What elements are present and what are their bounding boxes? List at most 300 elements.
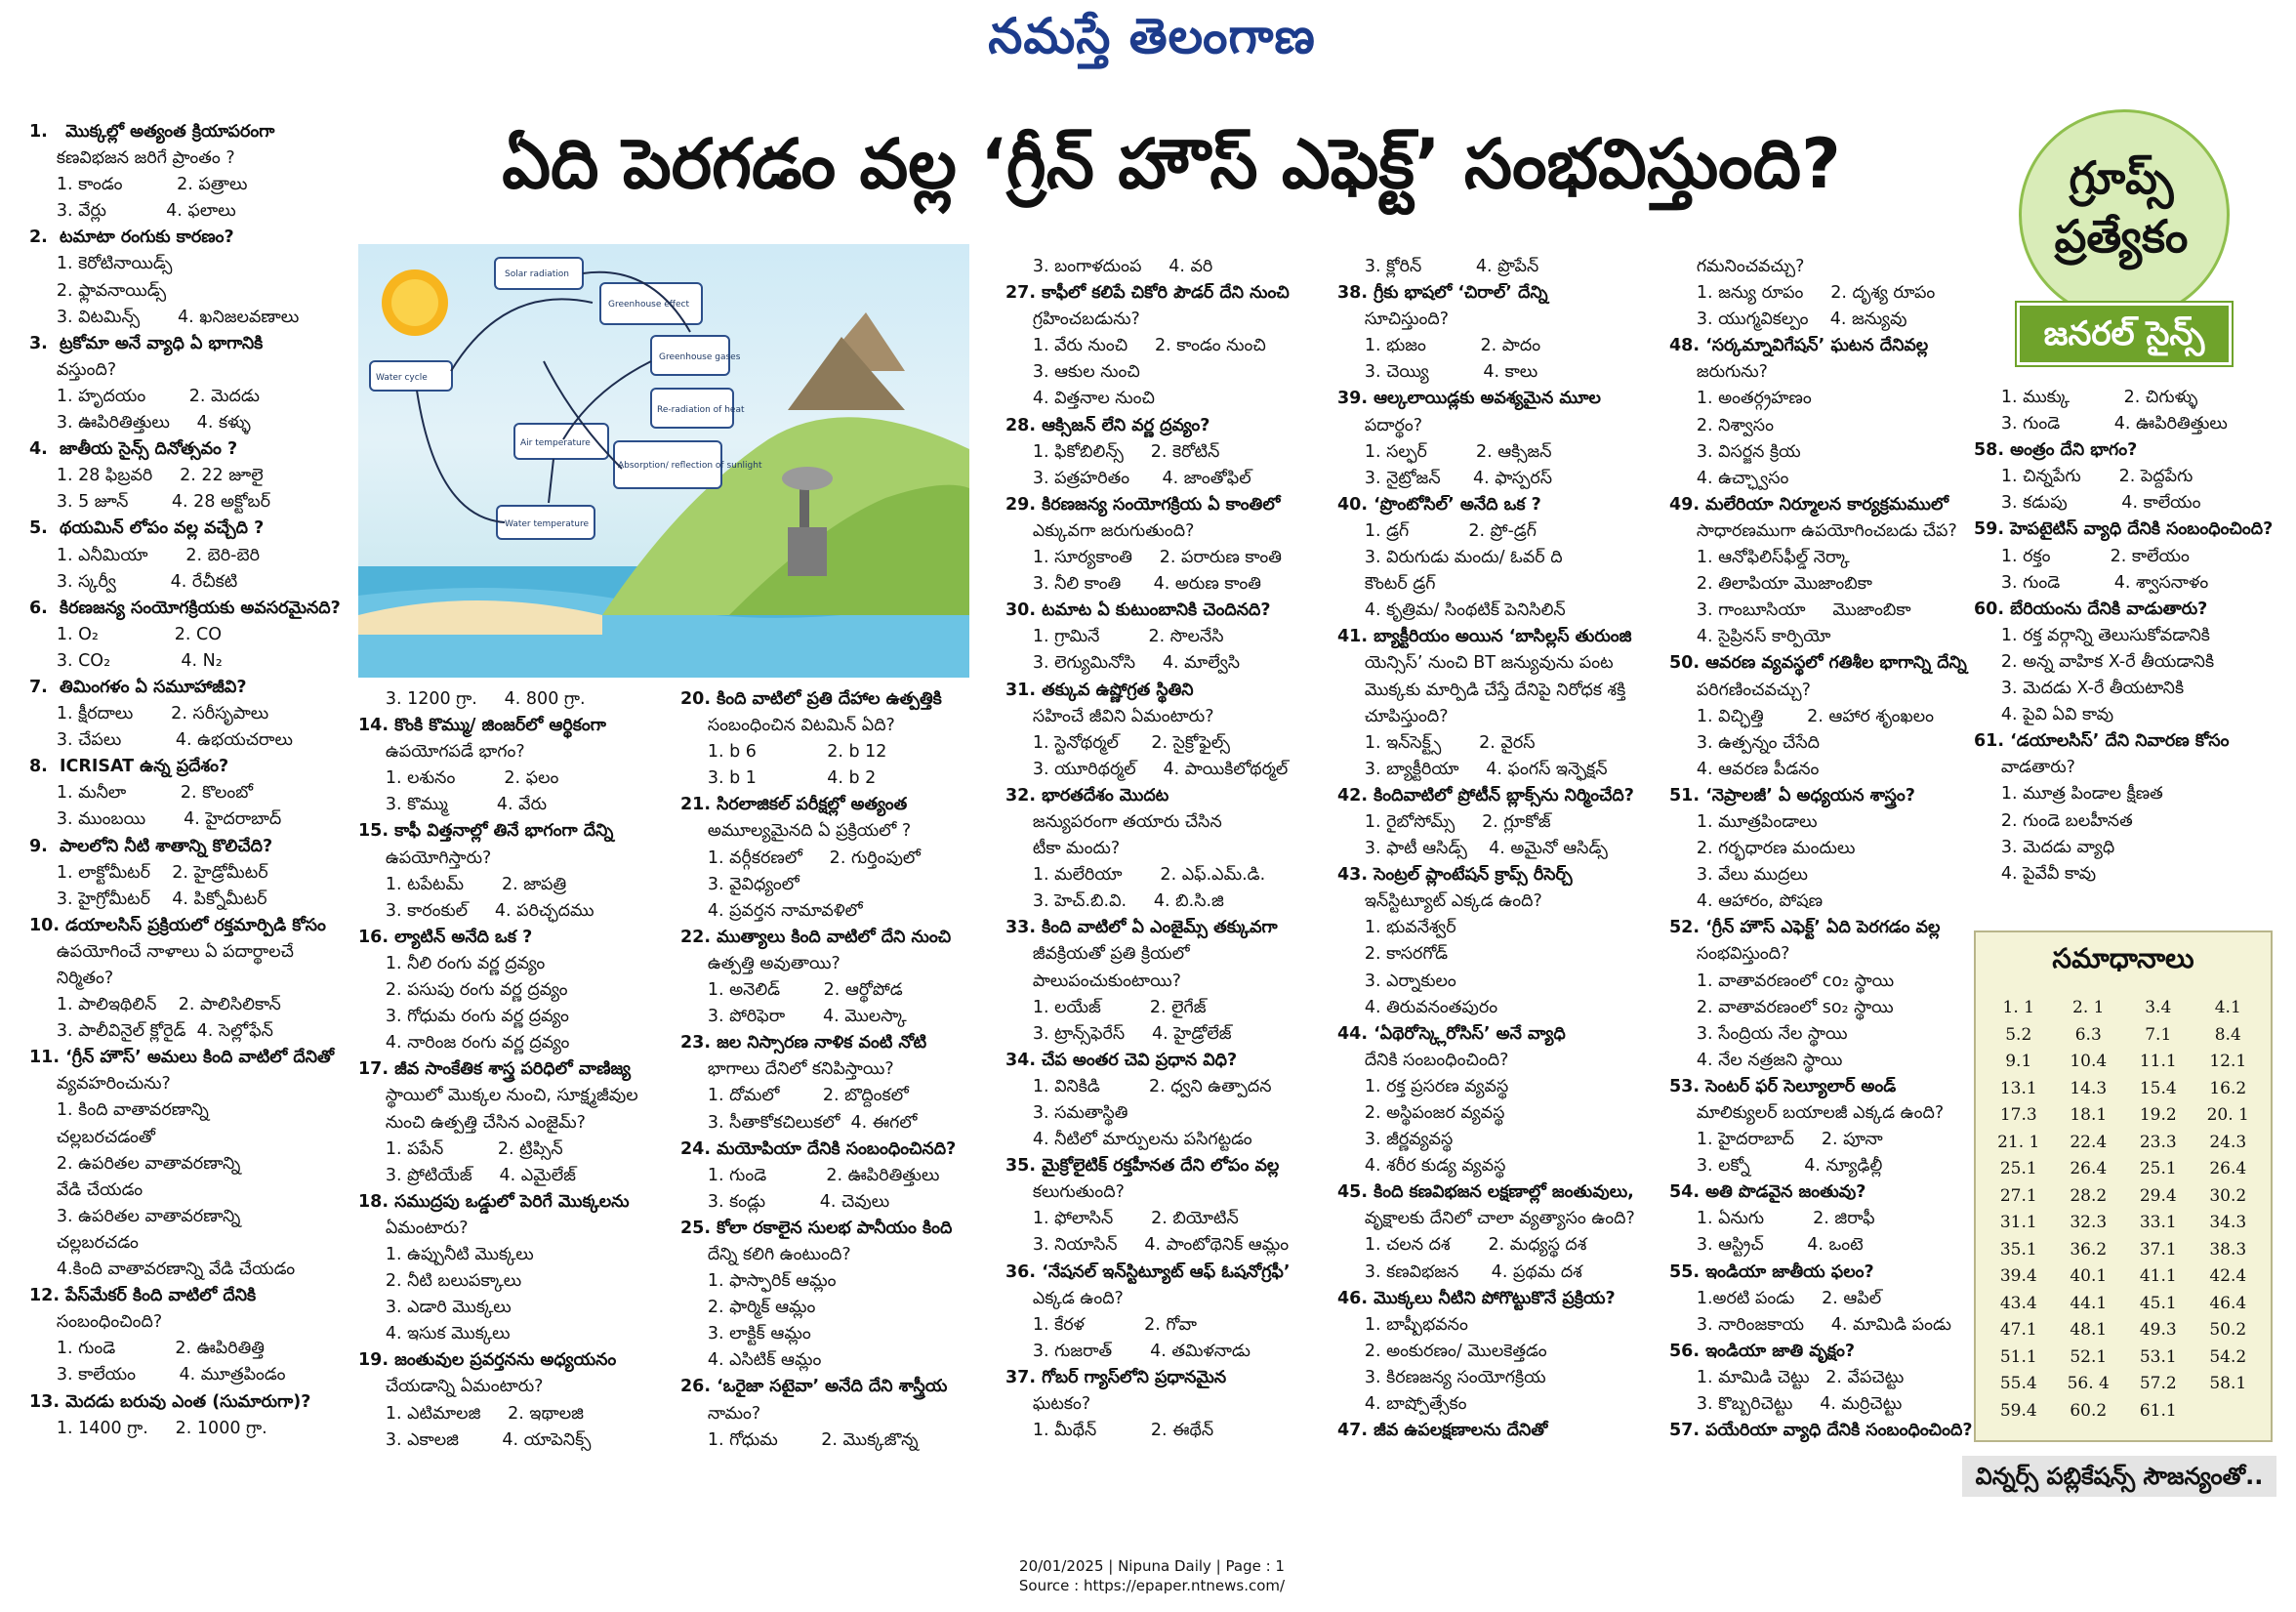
answers-box (1974, 930, 2273, 1442)
answer-item: 7.1 (2145, 1024, 2172, 1045)
question-line: 25. కోలా రకాలైన సులభ పానీయం కింది (680, 1218, 953, 1238)
answer-item: 1. 1 (2002, 998, 2034, 1017)
question-line: 15. కాఫీ విత్తనాల్లో తినే భాగంగా దేన్ని (358, 821, 614, 842)
answer-item: 26.4 (2209, 1159, 2247, 1178)
question-line: 3. కడుపు 4. కాలేయం (1974, 493, 2201, 514)
question-line: 3. పత్రహరితం 4. జాంతోఫిల్ (1005, 468, 1251, 488)
question-line: ఉపయోగిస్తారు? (358, 847, 492, 868)
question-line: నుంచి ఉత్పత్తి చేసిన ఎంజైమ్? (358, 1112, 586, 1133)
question-line: 3. ఎడారి మొక్కలు (358, 1298, 512, 1318)
question-line: 3. 5 జూన్ 4. 28 అక్టోబర్ (29, 492, 271, 513)
question-line: 4. జాతీయ సైన్స్ దినోత్సవం ? (29, 439, 238, 460)
label-solar: Solar radiation (505, 269, 569, 279)
question-line: 47. జీవ ఉపలక్షణాలను దేనితో (1337, 1421, 1548, 1441)
badge-band: జనరల్ సైన్స్ (2017, 303, 2232, 365)
question-line: 3. ఎర్నాకులం (1337, 971, 1456, 991)
question-line: 14. కొంకి కొమ్ము/ జింజర్‌లో ఆర్థికంగా (358, 716, 606, 736)
question-line: 3. సీతాకోకచిలుకలో 4. ఈగలో (680, 1112, 918, 1133)
answer-item: 49.3 (2139, 1320, 2177, 1340)
question-line: 24. మయోపియా దేనికి సంబంధించినది? (680, 1138, 957, 1159)
answer-item: 24.3 (2209, 1132, 2247, 1152)
question-line: సంభవిస్తుంది? (1669, 944, 1790, 965)
section-badge (2013, 109, 2226, 365)
question-line: ఉపయోగపడే భాగం? (358, 742, 525, 763)
question-line: 3. విటమిన్స్ 4. ఖనిజలవణాలు (29, 307, 300, 327)
question-line: 1. ఫాస్ఫారిక్ ఆమ్లం (680, 1271, 837, 1292)
question-line: 3. కిరణజన్య సంయోగక్రియ (1337, 1367, 1546, 1387)
answers-grid (1976, 995, 2271, 1425)
question-line: దేన్ని కలిగి ఉంటుంది? (680, 1244, 851, 1264)
question-line: 1. చలన దశ 2. మధ్యస్థ దశ (1337, 1235, 1587, 1256)
question-line: 1. అనెలిడ్ 2. ఆర్థోపోడ (680, 980, 903, 1001)
question-line: 3. 1200 గ్రా. 4. 800 గ్రా. (358, 689, 586, 709)
question-line: 3. ట్రకోమా అనే వ్యాధి ఏ భాగానికి (29, 333, 264, 353)
question-line: నామం? (680, 1403, 761, 1424)
question-line: వాడతారు? (1974, 758, 2075, 778)
question-line: 1. కెరోటినాయిడ్స్ (29, 254, 173, 274)
question-line: 1. భుజం 2. పాదం (1337, 336, 1541, 356)
question-line: 4. ఇసుక మొక్కలు (358, 1324, 511, 1344)
question-line: 3. కొమ్ము 4. వేరు (358, 795, 548, 815)
question-line: పాలుపంచుకుంటాయి? (1005, 971, 1181, 991)
question-line: 3. యూరిథర్మల్ 4. పాయికిలోథర్మల్ (1005, 759, 1289, 779)
answer-item: 14.3 (2070, 1078, 2108, 1098)
question-line: 1. రక్తం 2. కాలేయం (1974, 546, 2190, 566)
answer-item: 60.2 (2070, 1400, 2108, 1421)
label-water-temp: Water temperature (505, 519, 590, 529)
question-line: 27. కాఫీలో కలిపే చికోరి పౌడర్ దేని నుంచి (1005, 283, 1290, 304)
question-line: భాగాలు దేనిలో కనిపిస్తాయి? (680, 1059, 894, 1080)
question-line: 42. కిందివాటిలో ప్రోటీన్ బ్లాక్స్‌ను నిర్మించేది? (1337, 785, 1634, 806)
answer-item: 44.1 (2070, 1293, 2108, 1313)
question-line: 23. జల నిస్సారణ నాళిక వంటి నోటి (680, 1033, 927, 1054)
answer-item: 16.2 (2209, 1078, 2247, 1098)
question-line: 49. మలేరియా నిర్మూలన కార్యక్రమములో (1669, 494, 1948, 515)
label-water-cycle: Water cycle (376, 373, 428, 383)
question-line: ఉత్పత్తి అవుతాయి? (680, 953, 840, 973)
question-line: 61. ‘డయాలసిస్’ దేని నివారణ కోసం (1974, 731, 2230, 752)
question-line: 9. పాలలోని నీటి శాతాన్ని కొలిచేది? (29, 836, 273, 856)
answer-item: 28.2 (2070, 1185, 2108, 1206)
answer-item: 25.1 (1999, 1159, 2037, 1178)
question-line: 21. సిరలాజికల్ పరీక్షల్లో అత్యంత (680, 795, 908, 815)
label-air-temp: Air temperature (520, 438, 591, 448)
question-line: 2. తిలాపియా మొజాంబికా (1669, 574, 1872, 595)
answer-item: 32.3 (2070, 1213, 2108, 1232)
question-line: సాధారణముగా ఉపయోగించబడు చేప? (1669, 520, 1957, 541)
badge-line1: గ్రూప్స్ (2069, 151, 2174, 204)
question-line: 22. ముత్యాలు కింది వాటిలో దేని నుంచి (680, 927, 952, 947)
question-line: 3. జీర్ణవ్యవస్థ (1337, 1130, 1454, 1150)
answer-item: 45.1 (2139, 1293, 2177, 1313)
question-line: 5. థయమిన్ లోపం వల్ల వచ్చేది ? (29, 518, 265, 539)
answer-item: 6.3 (2074, 1024, 2102, 1045)
question-line: 1. 1400 గ్రా. 2. 1000 గ్రా. (29, 1418, 267, 1438)
answer-item: 25.1 (2139, 1159, 2177, 1178)
question-line: 3. ఆకుల నుంచి (1005, 362, 1140, 383)
answer-item: 46.4 (2209, 1293, 2247, 1313)
question-line: 1. అంతర్గ్రహణం (1669, 389, 1812, 409)
answer-item: 53.1 (2139, 1346, 2177, 1367)
question-line: 1. జన్యు రూపం 2. దృశ్య రూపం (1669, 283, 1936, 304)
greenhouse-illustration (358, 244, 969, 678)
answer-item: 56. 4 (2067, 1374, 2110, 1393)
question-line: 3. మెదడు X-రే తీయటానికి (1974, 679, 2185, 699)
question-line: 3. ఉత్పన్నం చేసేది (1669, 732, 1820, 753)
question-line: 4. ఎసిటిక్ ఆమ్లం (680, 1350, 822, 1371)
question-line: 36. ‘నేషనల్ ఇన్‌స్టిట్యూట్ ఆఫ్ ఓషనోగ్రఫీ’ (1005, 1261, 1291, 1282)
question-line: 19. జంతువుల ప్రవర్తనను అధ్యయనం (358, 1350, 617, 1371)
question-line: 3. మెదడు వ్యాధి (1974, 837, 2115, 857)
question-line: 2. వాతావరణంలో so₂ స్థాయి (1669, 997, 1894, 1017)
question-line: 8. ICRISAT ఉన్న ప్రదేశం? (29, 757, 229, 777)
question-line: 3. వైవిధ్యంలో (680, 874, 800, 894)
question-line: 3. పాలీవినైల్ క్లోరైడ్ 4. సెల్లోఫేన్ (29, 1021, 273, 1042)
question-line: 1. వాతావరణంలో co₂ స్థాయి (1669, 971, 1895, 991)
question-line: 28. ఆక్సిజన్ లేని వర్ణ ద్రవ్యం? (1005, 415, 1210, 435)
question-line: 1. టపేటమ్ 2. జాపత్రి (358, 874, 567, 894)
question-line: 1. కాండం 2. పత్రాలు (29, 175, 248, 195)
question-line: 3. క్లోరిన్ 4. ప్రొపేన్ (1337, 257, 1539, 276)
question-line: మాలిక్యులర్ బయాలజీ ఎక్కడ ఉంది? (1669, 1103, 1945, 1123)
question-line: కణవిభజన జరిగే ప్రాంతం ? (29, 148, 235, 169)
question-line: వస్తుంది? (29, 359, 117, 380)
question-line: 13. మెదడు బరువు ఎంత (సుమారుగా)? (29, 1391, 311, 1412)
answer-item: 29.4 (2139, 1185, 2177, 1206)
question-line: 57. పయేరియా వ్యాధి దేనికి సంబంధించింది? (1669, 1421, 1973, 1441)
question-line: 2. ఉపరితల వాతావరణాన్ని (29, 1153, 241, 1174)
question-line: 32. భారతదేశం మొదట (1005, 785, 1169, 806)
question-line: 3. నైట్రోజన్ 4. ఫాస్పరస్ (1337, 468, 1553, 488)
question-line: 3. బ్యాక్టీరియా 4. ఫంగస్ ఇన్ఫెక్షన్ (1337, 759, 1608, 779)
question-line: 3. నీలి కాంతి 4. అరుణ కాంతి (1005, 574, 1261, 595)
answer-item: 12.1 (2209, 1052, 2247, 1071)
question-line: 1. సల్ఫర్ 2. ఆక్సిజన్ (1337, 441, 1552, 462)
question-line: జీవక్రియతో ప్రతి క్రియలో (1005, 944, 1190, 965)
answer-item: 26.4 (2070, 1159, 2108, 1178)
answer-item: 42.4 (2209, 1266, 2247, 1286)
question-line: 1. ఫికోబిలిన్స్ 2. కెరోటిన్ (1005, 441, 1220, 462)
question-line: 31. తక్కువ ఉష్ణోగ్రత స్థితిని (1005, 680, 1194, 700)
question-line: చల్లబరచడంతో (29, 1127, 155, 1147)
question-line: 1. O₂ 2. CO (29, 624, 222, 644)
question-line: మొక్కకు మార్పిడి చేస్తే దేనిపై నిరోధక శక్తి (1337, 680, 1626, 700)
answer-item: 40.1 (2070, 1266, 2108, 1286)
question-line: 1. b 6 2. b 12 (680, 742, 887, 763)
question-line: ఘటకం? (1005, 1394, 1091, 1415)
question-line: 39. ఆల్కలాయిడ్లకు అవశ్యమైన మూల (1337, 389, 1601, 409)
question-line: చేయడాన్ని ఏమంటారు? (358, 1377, 544, 1397)
question-line: 35. మైక్రోలైటిక్ రక్తహీనత దేని లోపం వల్ల (1005, 1156, 1280, 1177)
question-line: 3. ఎకాలజి 4. యాపెనిక్స్ (358, 1429, 592, 1450)
question-line: 1. ఉప్పునీటి మొక్కలు (358, 1244, 534, 1264)
answer-item: 57.2 (2139, 1374, 2177, 1393)
answer-item: 22.4 (2070, 1132, 2108, 1152)
question-line: 3. చేపలు 4. ఉభయచరాలు (29, 730, 293, 751)
question-line: 2. టమాటా రంగుకు కారణం? (29, 227, 234, 248)
question-line: 1. కేరళ 2. గోవా (1005, 1314, 1197, 1335)
question-line: 1. 28 ఫిబ్రవరి 2. 22 జూలై (29, 466, 264, 486)
question-line: 26. ‘ఒరైజా సటైవా’ అనేది దేని శాస్త్రీయ (680, 1377, 948, 1397)
answer-item: 9.1 (2005, 1052, 2032, 1071)
question-line: 48. ‘సర్కమ్నావిగేషన్’ ఘటన దేనివల్ల (1669, 336, 1929, 356)
question-line: 2. అస్థిపంజర వ్యవస్థ (1337, 1103, 1505, 1123)
answer-item: 55.4 (1999, 1374, 2037, 1393)
question-column-3 (680, 686, 993, 1454)
question-line: 41. బ్యాక్టీరియం అయిన ‘బాసిల్లస్ తురుంజి (1337, 627, 1632, 647)
question-line: 1. చిన్నపేగు 2. పెద్దపేగు (1974, 467, 2194, 487)
question-column-1 (29, 119, 361, 1442)
question-line: 1. గోధుమ 2. మొక్కజొన్న (680, 1429, 919, 1450)
answer-item: 4.1 (2214, 998, 2241, 1017)
question-line: 3. ప్రోటియేజ్ 4. ఎమైలేజ్ (358, 1165, 576, 1185)
question-line: 58. అంత్రం దేని భాగం? (1974, 440, 2138, 461)
answer-item: 31.1 (1999, 1213, 2037, 1232)
headline: ఏది పెరగడం వల్ల ‘గ్రీన్ హౌస్ ఎఫెక్ట్’ సంభవిస్తుంది? (502, 124, 1841, 204)
question-line: 6. కిరణజన్య సంయోగక్రియకు అవసరమైనది? (29, 598, 341, 618)
question-line: సూచిస్తుంది? (1337, 310, 1450, 330)
answer-item: 19.2 (2139, 1105, 2177, 1125)
answer-item: 48.1 (2070, 1320, 2108, 1340)
question-line: 1. వినికిడి 2. ధ్వని ఉత్పాదన (1005, 1076, 1272, 1096)
answer-item: 37.1 (2139, 1239, 2177, 1260)
question-line: 1. సూర్యకాంతి 2. పరారుణ కాంతి (1005, 548, 1282, 568)
question-line: వ్యవహరించును? (29, 1074, 171, 1095)
question-line: జన్యుపరంగా తయారు చేసిన (1005, 811, 1222, 832)
question-line: 4. పైవేవీ కావు (1974, 863, 2097, 884)
question-line: 1. విచ్ఛిత్తి 2. ఆహార శృంఖలం (1669, 706, 1934, 726)
question-column-5 (1337, 254, 1679, 1444)
question-line: 3. గుండె 4. శ్వాసనాళం (1974, 572, 2209, 593)
question-line: 55. ఇండియా జాతీయ ఫలం? (1669, 1261, 1874, 1282)
question-line: 37. గోబర్ గ్యాస్‌లోని ప్రధానమైన (1005, 1367, 1227, 1387)
question-line: 1. పాలిఇథిలిన్ 2. పాలిసిలికాన్ (29, 995, 281, 1015)
question-line: 3. విరుగుడు మందు/ ఓవర్ ది (1337, 548, 1563, 568)
question-line: 1. దోమలో 2. బొద్దింకలో (680, 1086, 909, 1106)
question-line: 2. నీటి బలుపక్కాలు (358, 1271, 522, 1292)
question-line: 2. నిశ్వాసం (1669, 415, 1774, 435)
answer-item: 54.2 (2209, 1346, 2247, 1367)
question-line: 3. కొబ్బరిచెట్టు 4. మర్రిచెట్టు (1669, 1394, 1903, 1415)
question-column-6 (1669, 254, 2001, 1444)
question-line: 3. ఫాటీ ఆసిడ్స్ 4. అమైనో ఆసిడ్స్ (1337, 839, 1608, 859)
answer-item: 58.1 (2209, 1374, 2247, 1393)
question-line: 1. ఆనోఫిలిస్‌ఫీల్డ్ నెర్కా (1669, 548, 1850, 568)
answer-item: 41.1 (2139, 1266, 2177, 1286)
question-line: 3. లెగ్యుమినోసి 4. మాల్వేసి (1005, 653, 1240, 674)
question-line: 1. రక్త వర్గాన్ని తెలుసుకోవడానికి (1974, 625, 2210, 645)
answer-item: 36.2 (2070, 1239, 2108, 1260)
question-line: 3. గోధుమ రంగు వర్ణ ద్రవ్యం (358, 1007, 569, 1027)
footer-source: Source : https://epaper.ntnews.com/ (1018, 1577, 1286, 1594)
question-line: 1. ఫోలాసిన్ 2. బియోటిన్ (1005, 1209, 1239, 1229)
answer-item: 51.1 (1999, 1346, 2037, 1367)
question-line: 1. మీథేన్ 2. ఈథేన్ (1005, 1421, 1214, 1441)
question-line: 1. లాక్టోమీటర్ 2. హైడ్రోమీటర్ (29, 862, 268, 883)
question-line: 1. మామిడి చెట్టు 2. వేపచెట్టు (1669, 1367, 1905, 1387)
question-line: 3. గుజరాత్ 4. తమిళనాడు (1005, 1341, 1250, 1361)
question-line: 1. ముక్కు 2. చిగుళ్ళు (1974, 388, 2198, 407)
answer-item: 23.3 (2139, 1132, 2177, 1152)
question-line: 4. సైప్రినస్ కార్పియో (1669, 627, 1831, 647)
question-line: కలుగుతుంది? (1005, 1182, 1125, 1203)
question-line: 3. ముంబయి 4. హైదరాబాద్ (29, 809, 282, 830)
question-line: 2. గుండె బలహీనత (1974, 810, 2133, 831)
question-line: 10. డయాలసిస్ ప్రక్రియలో రక్తమార్పిడి కోసం (29, 915, 326, 935)
question-line: జరుగును? (1669, 362, 1768, 383)
question-line: 4.కింది వాతావరణాన్ని వేడి చేయడం (29, 1260, 296, 1280)
question-line: 4. కృత్రిమ/ సింథటిక్ పెనిసిలిన్ (1337, 600, 1566, 621)
question-line: నిర్మితం? (29, 969, 114, 988)
question-line: చల్లబరచడం (29, 1232, 139, 1253)
question-line: గమనించవచ్చు? (1669, 257, 1805, 276)
answer-item: 13.1 (1999, 1078, 2037, 1098)
question-line: 3. CO₂ 4. N₂ (29, 650, 223, 671)
question-line: అమూల్యమైనది ఏ ప్రక్రియలో ? (680, 821, 912, 842)
question-line: 1. కింది వాతావరణాన్ని (29, 1100, 209, 1121)
question-line: సంబంధించింది? (29, 1312, 163, 1333)
question-line: 1. వేరు నుంచి 2. కాండం నుంచి (1005, 336, 1266, 356)
question-line: 46. మొక్కలు నీటిని పోగొట్టుకొనే ప్రక్రియ? (1337, 1288, 1616, 1308)
question-line: 3. యుగ్మవికల్పం 4. జన్యువు (1669, 310, 1907, 330)
question-line: 1. గుండె 2. ఊపిరితిత్తులు (680, 1165, 940, 1185)
question-line: 1. మొక్కల్లో అత్యంత క్రియాపరంగా (29, 122, 275, 142)
question-line: 3. గుండె 4. ఊపిరితిత్తులు (1974, 414, 2228, 434)
badge-title (2013, 148, 2230, 266)
question-line: 4. తిరువనంతపురం (1337, 997, 1498, 1017)
question-line: సహించే జీవిని ఏమంటారు? (1005, 706, 1214, 726)
question-line: 3. ఉపరితల వాతావరణాన్ని (29, 1206, 241, 1226)
question-line: 4. నారింజ రంగు వర్ణ ద్రవ్యం (358, 1033, 570, 1054)
answer-item: 8.4 (2214, 1024, 2241, 1045)
question-line: 3. వేలు ముద్రలు (1669, 865, 1808, 886)
answer-item: 33.1 (2139, 1213, 2177, 1232)
question-line: 40. ‘ప్రొంటోసిల్’ అనేది ఒక ? (1337, 494, 1541, 515)
question-line: 1. ఇన్‌సెక్ట్స్ 2. వైరస్ (1337, 732, 1536, 753)
question-line: పరిగణించవచ్చు? (1669, 680, 1811, 700)
question-line: 1.అరటి పండు 2. ఆపిల్ (1669, 1288, 1882, 1308)
question-line: 4. బాష్పోత్సేకం (1337, 1394, 1467, 1415)
question-line: 1. మలేరియా 2. ఎఫ్.ఎమ్.డి. (1005, 865, 1266, 886)
question-line: 1. లయేజ్ 2. లైగేజ్ (1005, 997, 1207, 1017)
question-line: 2. గర్భధారణ మందులు (1669, 839, 1856, 859)
question-line: 18. సముద్రపు ఒడ్డులో పెరిగే మొక్కలను (358, 1191, 630, 1212)
question-line: యెన్సిస్’ నుంచి BT జన్యువును పంట (1337, 653, 1614, 674)
illustration-svg (358, 244, 969, 678)
question-line: సంబంధించిన విటమిన్ ఏది? (680, 716, 895, 736)
question-line: ఇన్‌స్టిట్యూట్ ఎక్కడ ఉంది? (1337, 891, 1542, 912)
question-line: ఏమంటారు? (358, 1218, 469, 1238)
question-line: 3. కారంకుల్ 4. పరిచ్ఛదము (358, 900, 594, 921)
answer-item: 18.1 (2070, 1105, 2108, 1125)
question-line: కౌంటర్ డ్రగ్ (1337, 574, 1436, 595)
question-line: 3. హెచ్.బి.వి. 4. బి.సి.జి (1005, 891, 1224, 912)
question-line: 1. డ్రగ్ 2. ప్రో-డ్రగ్ (1337, 520, 1537, 541)
question-line: 4. ఆహారం, పోషణ (1669, 891, 1824, 912)
label-greenhouse-gases: Greenhouse gases (659, 352, 741, 362)
question-line: చూపిస్తుంది? (1337, 706, 1449, 726)
question-line: 44. ‘ఏథెరోస్క్లెరోసిస్’ అనే వ్యాధి (1337, 1023, 1566, 1044)
question-column-2 (358, 686, 671, 1454)
question-line: 3. కాలేయం 4. మూత్రపిండం (29, 1365, 286, 1385)
question-line: 34. చేప అంతర చెవి ప్రధాన విధి? (1005, 1050, 1238, 1070)
answer-item: 2. 1 (2072, 998, 2105, 1017)
question-line: 2. పసుపు రంగు వర్ణ ద్రవ్యం (358, 980, 568, 1001)
question-line: 3. సమతాస్థితి (1005, 1103, 1128, 1123)
question-line: 1. ఏనుగు 2. జిరాఫీ (1669, 1209, 1875, 1229)
question-line: 11. ‘గ్రీన్ హౌస్’ అమలు కింది వాటిలో దేనితో (29, 1048, 335, 1068)
question-line: వృక్షాలకు దేనిలో చాలా వ్యత్యాసం ఉంది? (1337, 1209, 1635, 1229)
question-line: 3. నియాసిన్ 4. పాంటోథెనిక్ ఆమ్లం (1005, 1235, 1290, 1256)
question-line: 50. ఆవరణ వ్యవస్థలో గతిశీల భాగాన్ని దేన్ని (1669, 653, 1967, 674)
question-line: 1. మూత్రపిండాలు (1669, 811, 1818, 832)
question-line: 1. స్టెనోథర్మల్ 2. సైక్రోఫైల్స్ (1005, 732, 1231, 753)
question-line: 2. అన్న వాహిక X-రే తీయడానికి (1974, 651, 2215, 672)
question-line: 1. క్షీరదాలు 2. సరీసృపాలు (29, 704, 269, 724)
question-line: వేడి చేయడం (29, 1179, 144, 1200)
question-line: టీకా మందు? (1005, 839, 1121, 859)
answer-item: 47.1 (1999, 1320, 2037, 1340)
question-line: 4. ప్రవర్తన నామావళిలో (680, 900, 863, 921)
answer-item: 3.4 (2145, 998, 2172, 1017)
question-line: 51. ‘నెప్రాలజీ’ ఏ అధ్యయన శాస్త్రం? (1669, 785, 1915, 806)
answer-item: 38.3 (2209, 1239, 2247, 1260)
question-line: 38. గ్రీకు భాషలో ‘చిరాల్’ దేన్ని (1337, 283, 1548, 304)
question-line: 2. ఫ్లావనాయిడ్స్ (29, 280, 167, 301)
answer-item: 17.3 (1999, 1105, 2037, 1125)
page-footer (879, 1556, 1425, 1595)
question-line: 1. బాష్పీభవనం (1337, 1314, 1468, 1335)
question-line: ఉపయోగించే నాళాలు ఏ పదార్థాలచే (29, 941, 294, 962)
question-line: 1. గ్రామినే 2. సొలనేసి (1005, 627, 1224, 647)
question-line: 3. హైగ్రోమీటర్ 4. పిక్నోమీటర్ (29, 889, 267, 909)
answer-item: 34.3 (2209, 1213, 2247, 1232)
question-line: 4. నీటిలో మార్పులను పసిగట్టడం (1005, 1130, 1252, 1150)
answer-item: 52.1 (2070, 1346, 2108, 1367)
question-line: 1. ఎటిమాలజి 2. ఇథాలజి (358, 1403, 584, 1424)
badge-line2: ప్రత్యేకం (2054, 210, 2189, 263)
question-line: 3. విసర్జన క్రియ (1669, 441, 1801, 462)
question-line: 29. కిరణజన్య సంయోగక్రియ ఏ కాంతిలో (1005, 494, 1281, 515)
question-line: 3. ట్రాన్స్‌ఫెరేస్ 4. హైడ్రోలేజ్ (1005, 1023, 1232, 1044)
question-column-7 (1974, 385, 2286, 888)
question-line: స్థాయిలో మొక్కల నుంచి, సూక్ష్మజీవుల (358, 1086, 638, 1106)
answer-item: 61.1 (2139, 1400, 2177, 1421)
answer-item: 20. 1 (2206, 1105, 2249, 1125)
question-column-4 (1005, 254, 1347, 1444)
question-line: 3. చెయ్యి 4. కాలు (1337, 362, 1538, 383)
question-line: 3. కండ్లు 4. చెవులు (680, 1191, 890, 1212)
answer-item: 39.4 (1999, 1266, 2037, 1286)
question-line: 1. ఎనీమియా 2. బెరి-బెరి (29, 545, 260, 565)
label-greenhouse-effect: Greenhouse effect (608, 300, 690, 310)
question-line: 1. గుండె 2. ఊపిరితిత్తి (29, 1339, 265, 1359)
question-line: 3. లాక్టిక్ ఆమ్లం (680, 1324, 811, 1344)
question-line: 3. సేంద్రియ నేల స్థాయి (1669, 1023, 1848, 1044)
question-line: 30. టమాట ఏ కుటుంబానికి చెందినది? (1005, 600, 1271, 621)
answer-item: 15.4 (2139, 1078, 2177, 1098)
question-line: 2. కాసరగోడ్ (1337, 944, 1449, 965)
answer-item: 21. 1 (1997, 1132, 2040, 1152)
question-line: 3. స్కర్వీ 4. రేచీకటి (29, 571, 238, 592)
question-line: 53. సెంటర్ ఫర్ సెల్యూలార్ అండ్ (1669, 1076, 1897, 1096)
question-line: 1. పపేన్ 2. ట్రిప్సిన్ (358, 1138, 563, 1159)
question-line: 60. బేరియంను దేనికి వాడుతారు? (1974, 599, 2208, 619)
answer-item: 5.2 (2005, 1024, 2032, 1045)
question-line: 2. అంకురణం/ మొలకెత్తడం (1337, 1341, 1547, 1361)
question-line: 56. ఇండియా జాతి వృక్షం? (1669, 1341, 1856, 1361)
question-line: 3. బంగాళదుంప 4. వరి (1005, 257, 1213, 276)
